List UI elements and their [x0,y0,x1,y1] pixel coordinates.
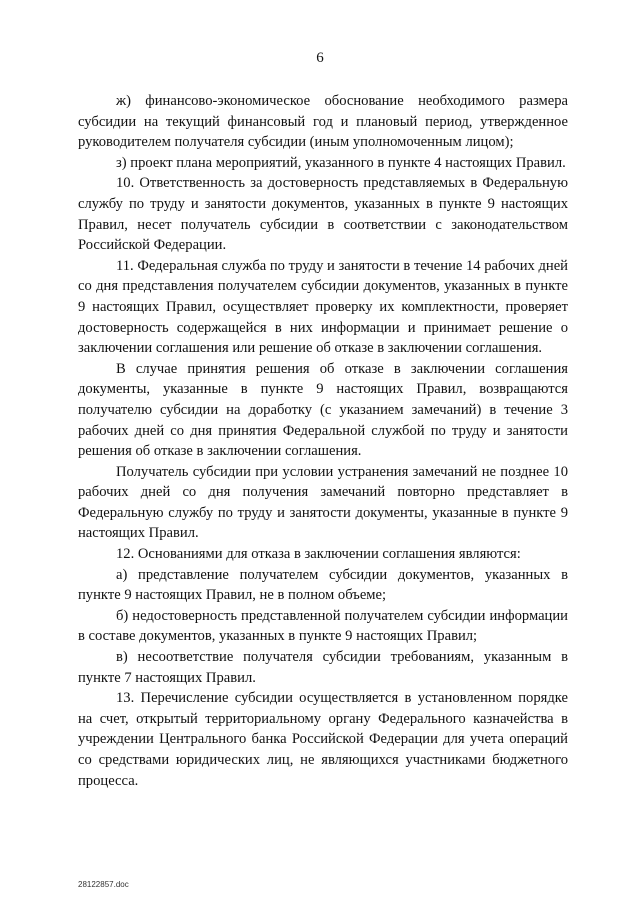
paragraph-10: 10. Ответственность за достоверность представляемых в Федеральную службу по труду и занятости документов, указанных в пункте 9 настоящих Правил, несет получатель субсидии в соответствии с законодательством Российской Федерации. [78,175,568,254]
paragraph-12-v: в) несоответствие получателя субсидии требованиям, указанным в пункте 7 настоящих Правил. [78,649,568,686]
document-file-reference: 28122857.doc [78,880,129,889]
paragraph-z: з) проект плана мероприятий, указанного в пункте 4 настоящих Правил. [116,154,566,171]
page-number: 6 [316,50,324,66]
document-body [78,91,568,791]
paragraph-12: 12. Основаниями для отказа в заключении соглашения являются: [116,546,521,563]
paragraph-12-a: а) представление получателем субсидии документов, указанных в пункте 9 настоящих Правил, не в полном объеме; [78,566,568,604]
paragraph-12-b: б) недостоверность представленной получателем субсидии информации в составе документов, указанных в пункте 9 настоящих Правил; [78,607,568,645]
paragraph-13: 13. Перечисление субсидии осуществляется в установленном порядке на счет, открытый территориальному органу Федерального казначейства в учреждении Центрального банка Российской Федерации для учета операций со средствами юридических лиц, не являющихся участниками бюджетного процесса. [78,690,568,789]
paragraph-zh: ж) финансово-экономическое обоснование необходимого размера субсидии на текущий финансовый год и плановый период, утвержденное руководителем получателя субсидии (иным уполномоченным лицом); [78,93,568,151]
paragraph-resubmission: Получатель субсидии при условии устранения замечаний не позднее 10 рабочих дней со дня получения замечаний повторно представляет в Федеральную службу по труду и занятости документы, указанные в пункте 9 настоящих Правил. [78,463,568,542]
paragraph-refusal-case: В случае принятия решения об отказе в заключении соглашения документы, указанные в пункте 9 настоящих Правил, возвращаются получателю субсидии на доработку (с указанием замечаний) в течение 3 рабочих дней со дня принятия Федеральной службой по труду и занятости решения об отказе в заключении соглашения. [78,360,568,460]
paragraph-11: 11. Федеральная служба по труду и занятости в течение 14 рабочих дней со дня представления получателем субсидии документов, указанных в пункте 9 настоящих Правил, осуществляет проверку их комплектности, проверяет достоверность содержащейся в них информации и принимает решение о заключении соглашения или решение об отказе в заключении соглашения. [78,257,568,357]
